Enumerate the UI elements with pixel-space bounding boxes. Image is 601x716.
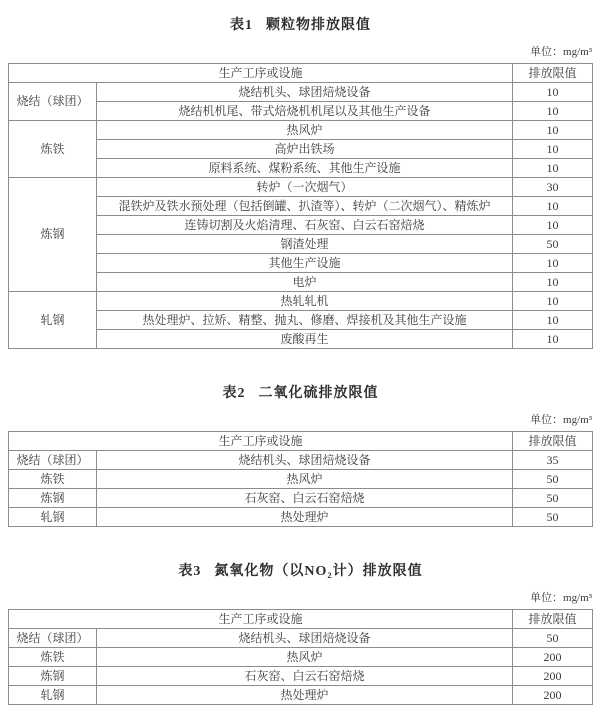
table-number: 表2 xyxy=(222,386,246,401)
table-number: 表1 xyxy=(230,18,253,33)
table-row xyxy=(9,140,593,159)
facility-cell: 烧结机头、球团焙烧设备 xyxy=(97,629,513,648)
table-row xyxy=(9,83,593,102)
table-row xyxy=(9,235,593,254)
table-title-text: 二氧化硫排放限值 xyxy=(258,386,379,401)
facility-cell: 热轧轧机 xyxy=(97,292,513,311)
table-row xyxy=(9,629,593,648)
unit-note: 单位：mg/m³ xyxy=(530,414,592,426)
table-row xyxy=(9,330,593,349)
process-group-cell: 烧结（球团） xyxy=(9,451,97,470)
process-group-cell: 炼铁 xyxy=(9,470,97,489)
table-row xyxy=(9,159,593,178)
table-row xyxy=(9,489,593,508)
limit-value-cell: 10 xyxy=(513,159,593,178)
limit-value-cell: 10 xyxy=(513,102,593,121)
limit-value-cell: 200 xyxy=(513,686,593,705)
emission-limits-table-particulate xyxy=(8,63,593,349)
table-row xyxy=(9,102,593,121)
table-row xyxy=(9,311,593,330)
table-row xyxy=(9,667,593,686)
limit-value-cell: 30 xyxy=(513,178,593,197)
limit-value-cell: 10 xyxy=(513,292,593,311)
facility-cell: 石灰窑、白云石窑焙烧 xyxy=(97,667,513,686)
facility-cell: 烧结机头、球团焙烧设备 xyxy=(97,83,513,102)
column-header-process: 生产工序或设施 xyxy=(9,64,513,83)
process-group-cell: 炼钢 xyxy=(9,667,97,686)
facility-cell: 原料系统、煤粉系统、其他生产设施 xyxy=(97,159,513,178)
column-header-limit: 排放限值 xyxy=(513,432,593,451)
process-group-cell: 炼钢 xyxy=(9,489,97,508)
table-number: 表3 xyxy=(178,564,202,579)
limit-value-cell: 10 xyxy=(513,311,593,330)
facility-cell: 废酸再生 xyxy=(97,330,513,349)
process-group-cell: 轧钢 xyxy=(9,686,97,705)
limit-value-cell: 35 xyxy=(513,451,593,470)
table-section-particulate xyxy=(8,14,593,349)
table-section-nox xyxy=(8,560,593,705)
table-section-so2 xyxy=(8,382,593,527)
table-row xyxy=(9,648,593,667)
unit-note: 单位：mg/m³ xyxy=(530,592,592,604)
facility-cell: 热处理炉、拉矫、精整、抛丸、修磨、焊接机及其他生产设施 xyxy=(97,311,513,330)
process-group-cell: 轧钢 xyxy=(9,292,97,349)
facility-cell: 热风炉 xyxy=(97,121,513,140)
table-title xyxy=(8,14,593,34)
process-group-cell: 炼铁 xyxy=(9,121,97,178)
limit-value-cell: 50 xyxy=(513,508,593,527)
table-row xyxy=(9,292,593,311)
column-header-limit: 排放限值 xyxy=(513,64,593,83)
table-title-text: 氮氧化物（以NO₂计）排放限值 xyxy=(214,564,423,579)
facility-cell: 混铁炉及铁水预处理（包括倒罐、扒渣等）、转炉（二次烟气）、精炼炉 xyxy=(97,197,513,216)
table-row xyxy=(9,273,593,292)
document-page xyxy=(0,14,601,705)
facility-cell: 转炉（一次烟气） xyxy=(97,178,513,197)
table-title xyxy=(8,382,593,402)
facility-cell: 热处理炉 xyxy=(97,508,513,527)
process-group-cell: 轧钢 xyxy=(9,508,97,527)
facility-cell: 连铸切割及火焰清理、石灰窑、白云石窑焙烧 xyxy=(97,216,513,235)
table-row xyxy=(9,121,593,140)
facility-cell: 烧结机机尾、带式焙烧机机尾以及其他生产设备 xyxy=(97,102,513,121)
facility-cell: 其他生产设施 xyxy=(97,254,513,273)
column-header-process: 生产工序或设施 xyxy=(9,432,513,451)
limit-value-cell: 50 xyxy=(513,489,593,508)
column-header-process: 生产工序或设施 xyxy=(9,610,513,629)
emission-limits-table-so2 xyxy=(8,431,593,527)
limit-value-cell: 10 xyxy=(513,197,593,216)
limit-value-cell: 200 xyxy=(513,648,593,667)
table-row xyxy=(9,197,593,216)
limit-value-cell: 200 xyxy=(513,667,593,686)
facility-cell: 高炉出铁场 xyxy=(97,140,513,159)
process-group-cell: 炼铁 xyxy=(9,648,97,667)
facility-cell: 石灰窑、白云石窑焙烧 xyxy=(97,489,513,508)
limit-value-cell: 50 xyxy=(513,629,593,648)
table-row xyxy=(9,216,593,235)
table-row xyxy=(9,470,593,489)
facility-cell: 电炉 xyxy=(97,273,513,292)
limit-value-cell: 10 xyxy=(513,140,593,159)
column-header-limit: 排放限值 xyxy=(513,610,593,629)
table-row xyxy=(9,686,593,705)
emission-limits-table-nox xyxy=(8,609,593,705)
limit-value-cell: 50 xyxy=(513,470,593,489)
table-title-text: 颗粒物排放限值 xyxy=(266,18,371,33)
limit-value-cell: 10 xyxy=(513,121,593,140)
table-row xyxy=(9,451,593,470)
limit-value-cell: 10 xyxy=(513,273,593,292)
limit-value-cell: 10 xyxy=(513,254,593,273)
process-group-cell: 炼钢 xyxy=(9,178,97,292)
unit-note: 单位：mg/m³ xyxy=(530,46,592,58)
table-title xyxy=(8,560,593,580)
limit-value-cell: 50 xyxy=(513,235,593,254)
table-row xyxy=(9,508,593,527)
limit-value-cell: 10 xyxy=(513,330,593,349)
facility-cell: 热风炉 xyxy=(97,648,513,667)
table-row xyxy=(9,254,593,273)
limit-value-cell: 10 xyxy=(513,216,593,235)
header-row xyxy=(9,432,593,451)
table-row xyxy=(9,178,593,197)
facility-cell: 热风炉 xyxy=(97,470,513,489)
facility-cell: 热处理炉 xyxy=(97,686,513,705)
header-row xyxy=(9,64,593,83)
header-row xyxy=(9,610,593,629)
limit-value-cell: 10 xyxy=(513,83,593,102)
facility-cell: 钢渣处理 xyxy=(97,235,513,254)
facility-cell: 烧结机头、球团焙烧设备 xyxy=(97,451,513,470)
process-group-cell: 烧结（球团） xyxy=(9,629,97,648)
process-group-cell: 烧结（球团） xyxy=(9,83,97,121)
